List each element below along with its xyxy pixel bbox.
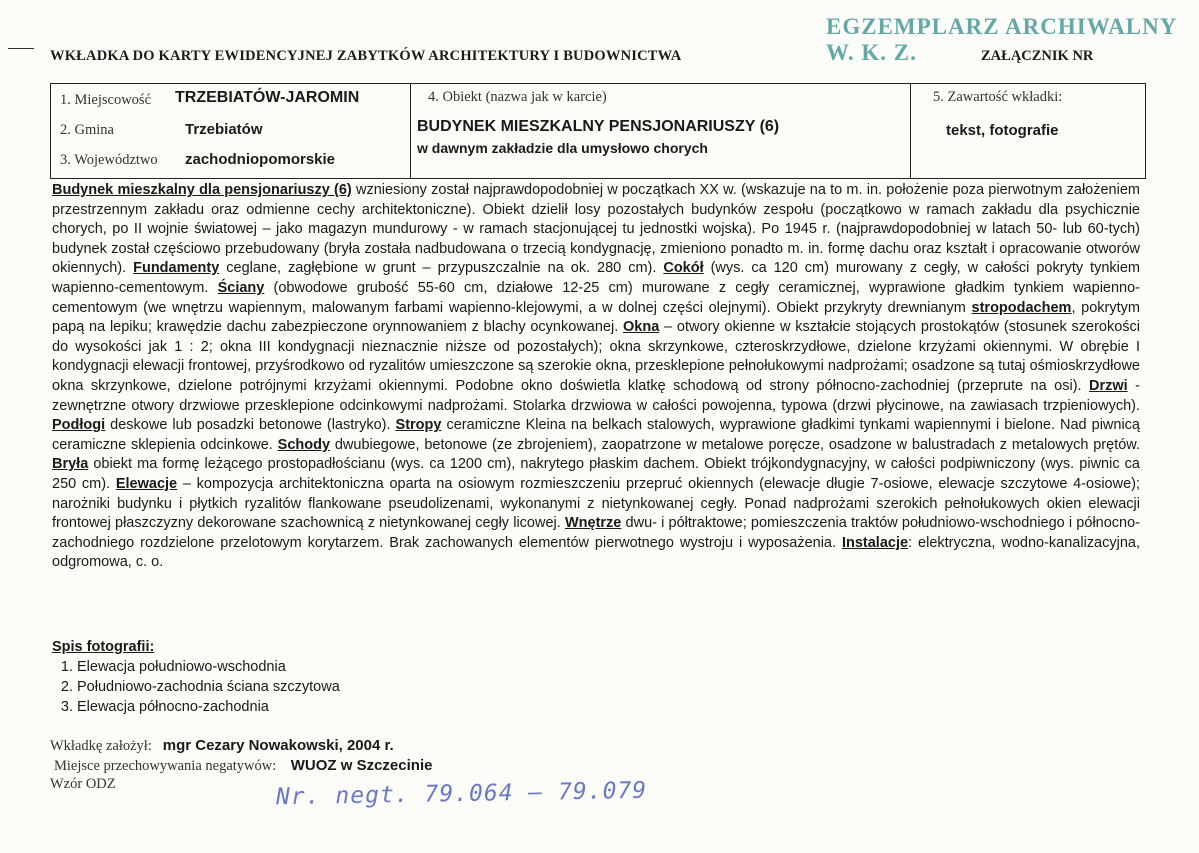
column-divider	[410, 84, 411, 178]
field-contents-value: tekst, fotografie	[946, 122, 1059, 139]
text-schody: dwubiegowe, betonowe (ze zbrojeniem), zaopatrzone w metalowe poręcze, osadzone w balustradach z metalowych prętów.	[330, 436, 1140, 453]
heading-stropy: Stropy	[395, 417, 442, 434]
text-stropodach: , pokrytym papą na lepiku; krawędzie dachu zabezpieczone orynnowaniem z blachy ocynkowanej.	[52, 299, 1140, 336]
heading-instalacje: Instalacje	[841, 534, 909, 551]
text-fundamenty: ceglane, zagłębione w grunt – przypuszczalnie na ok. 280 cm).	[219, 260, 664, 277]
text-okna: – otwory okienne w kształcie stojących prostokątów (stosunek szerokości do wysokości jak 1 : 2; okna III kondygnacji nieznacznie niższe od pozostałych); okna skrzynkowe, czteroskrzydłowe, dzielone krzyżami okiennymi. W obrębie I kondygnacji elewacji frontowej, przyśrodkowo od ryzalitów umieszczone są szerokie okna, przesklepione pełnołukowymi nadprożami; osadzone są tutaj ośmioskrzydłowe okna skrzynkowe, dzielone potrójnymi krzyżami okiennymi. Podobne okno doświetla klatkę schodową od strony północno-zachodniej (przeprute na osi).	[52, 319, 1140, 394]
photo-list	[52, 637, 340, 717]
photo-list-item: 3. Elewacja północno-zachodnia	[77, 697, 340, 717]
heading-okna: Okna	[623, 319, 660, 336]
attachment-number-label: ZAŁĄCZNIK NR	[981, 48, 1094, 64]
field-commune-value: Trzebiatów	[185, 121, 263, 138]
heading-stropodach: stropodachem	[971, 299, 1072, 316]
field-object-label: 4. Obiekt (nazwa jak w karcie)	[428, 89, 607, 105]
author-label: Wkładkę założył:	[50, 738, 152, 754]
text-wnetrze: dwu- i półtraktowe; pomieszczenia traktów południowo-wschodniego i północno-zachodniego rozdzielone przelotowym korytarzem. Brak zachowanych elementów pierwotnego wystroju i wyposażenia.	[52, 515, 1140, 551]
field-locality-value: TRZEBIATÓW-JAROMIN	[175, 89, 360, 106]
field-commune-label: 2. Gmina	[60, 122, 114, 138]
heading-schody: Schody	[277, 436, 331, 453]
field-voivodeship-label: 3. Województwo	[60, 152, 158, 168]
text-bryla: obiekt ma formę leżącego prostopadłościanu (wys. ca 1200 cm), nakrytego płaskim dachem. Obiekt trójkondygnacyjny, w całości podpiwniczony (wys. piwnic ca 250 cm).	[52, 456, 1140, 492]
photo-list-item: 2. Południowo-zachodnia ściana szczytowa	[77, 677, 340, 697]
text-cokol: (wys. ca 120 cm) murowany z cegły, w całości pokryty tynkiem wapienno-cementowym.	[52, 260, 1141, 296]
document-title: WKŁADKA DO KARTY EWIDENCYJNEJ ZABYTKÓW ARCHITEKTURY I BUDOWNICTWA	[50, 48, 682, 64]
text-instalacje: : elektryczna, wodno-kanalizacyjna, odgromowa, c. o.	[52, 534, 1140, 571]
heading-cokol: Cokół	[663, 260, 704, 277]
heading-budynek: Budynek mieszkalny dla pensjonariuszy (6)	[52, 182, 352, 198]
handwritten-negative-numbers: Nr. negt. 79.064 – 79.079	[275, 777, 648, 811]
heading-fundamenty: Fundamenty	[133, 260, 220, 277]
text-stropy: ceramiczne Kleina na belkach stalowych, wyprawione gładkimi tynkami wapiennymi i bielone. Nad piwnicą ceramiczne sklepienia odcinkowe.	[52, 417, 1140, 453]
building-description	[52, 181, 1140, 573]
field-object-subtitle: w dawnym zakładzie dla umysłowo chorych	[417, 140, 708, 156]
photo-list-item: 1. Elewacja południowo-wschodnia	[77, 657, 340, 677]
storage-line	[54, 757, 432, 775]
field-object-value: BUDYNEK MIESZKALNY PENSJONARIUSZY (6)	[417, 118, 780, 135]
field-voivodeship-value: zachodniopomorskie	[185, 151, 336, 168]
text-podlogi: deskowe lub posadzki betonowe (lastryko).	[105, 417, 396, 434]
heading-bryla: Bryła	[52, 456, 89, 473]
archive-stamp: EGZEMPLARZ ARCHIWALNY W. K. Z.	[826, 14, 1177, 65]
heading-podlogi: Podłogi	[52, 417, 106, 434]
column-divider	[910, 84, 911, 178]
text-drzwi: - zewnętrzne otwory drzwiowe przesklepione odcinkowymi nadprożami. Stolarka drzwiowa w całości powojenna, typowa (drzwi płycinowe, na zawiasach trzpieniowych).	[52, 377, 1141, 414]
photo-list-heading: Spis fotografii:	[52, 639, 155, 655]
author-value: mgr Cezary Nowakowski, 2004 r.	[162, 737, 394, 754]
storage-label: Miejsce przechowywania negatywów:	[54, 758, 277, 774]
storage-value: WUOZ w Szczecinie	[290, 757, 433, 774]
heading-elewacje: Elewacje	[115, 475, 178, 492]
heading-drzwi: Drzwi	[1089, 377, 1128, 394]
text-sciany: (obwodowe grubość 55-60 cm, działowe 12-25 cm) murowane z cegły ceramicznej, wyprawione gładkim tynkiem wapienno-cementowym (we wnętrzu wapiennym, malowanym farbami wapienno-klejowymi, a w dolnej części olejnymi). Obiekt przykryty drewnianym	[52, 279, 1140, 316]
heading-wnetrze: Wnętrze	[564, 515, 622, 532]
text-elewacje: – kompozycja architektoniczna oparta na osiowym rozmieszczeniu przepruć okiennych (elewacje długie 7-osiowe, elewacje szczytowe 4-osiowe); narożniki budynku i płytkich ryzalitów flankowane pseudolizenami, wykonanymi z nietynkowanej cegły. Ponad nadprożami szerokich pełnołukowych okien elewacji frontowej płaszczyzny dekorowane szachownicą z nietynkowanej cegły licowej.	[52, 475, 1141, 532]
template-label: Wzór ODZ	[50, 776, 116, 792]
form-header-table	[50, 83, 1146, 179]
margin-mark	[8, 48, 34, 49]
text-budynek: wzniesiony został najprawdopodobniej w początkach XX w. (wskazuje na to m. in. położenie poza pierwotnym założeniem przestrzennym zakładu oraz odmienne cechy architektoniczne). Obiekt dzielił losy pozostałych budynków zespołu (początkowo w ramach zakładu dla psychicznie chorych, po II wojnie światowej – jako magazyn mundurowy - w ramach stacjonującej tu jednostki wojska). Po 1945 r. (najprawdopodobniej w latach 50- lub 60-tych) budynek został częściowo przebudowany (bryła została nadbudowana o trzecią kondygnację, zmieniono ponadto m. in. formę dachu oraz kształt i opracowanie otworów okiennych).	[52, 182, 1140, 277]
field-contents-label: 5. Zawartość wkładki:	[933, 89, 1063, 105]
author-line	[50, 737, 394, 755]
heading-sciany: Ściany	[217, 279, 265, 296]
field-locality-label: 1. Miejscowość	[60, 92, 152, 108]
